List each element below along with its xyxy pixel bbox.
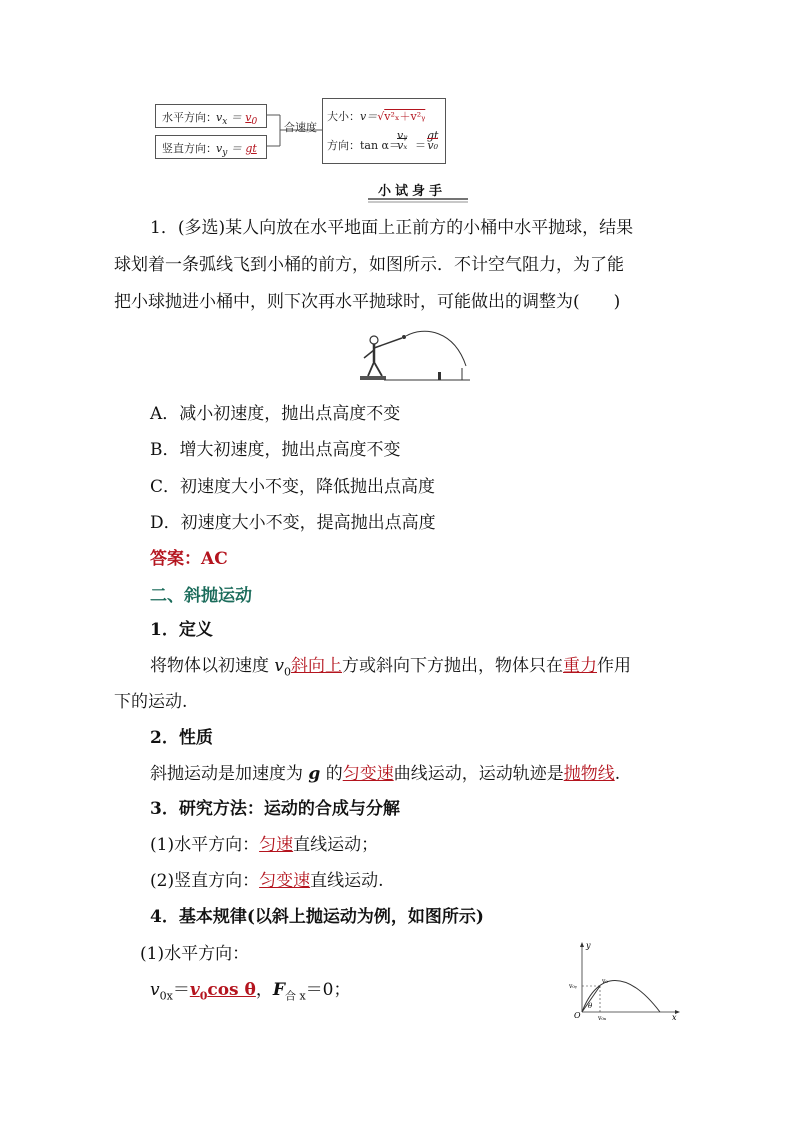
question-line-1: 1．(多选)某人向放在水平地面上正前方的小桶中水平抛球，结果 bbox=[150, 218, 634, 238]
horizontal-label: 水平方向： bbox=[162, 111, 217, 124]
heading-property: 2．性质 bbox=[150, 728, 213, 748]
method-horizontal: (1)水平方向：匀速直线运动； bbox=[150, 835, 379, 855]
heading-laws: 4．基本规律(以斜上抛运动为例，如图所示) bbox=[150, 907, 484, 927]
trajectory-curve bbox=[582, 981, 660, 1013]
heading-definition: 1．定义 bbox=[150, 620, 213, 640]
badge-underline bbox=[368, 198, 468, 204]
direction-frac: vᵧ vₓ bbox=[397, 129, 408, 152]
graph-y-label: y bbox=[586, 941, 591, 950]
graph-theta-label: θ bbox=[588, 1002, 593, 1010]
horizontal-box bbox=[155, 104, 267, 128]
law-horizontal-label: (1)水平方向： bbox=[140, 944, 250, 964]
graph-v0y-label: v₀ᵧ bbox=[569, 983, 578, 990]
direction-val: gt v₀ bbox=[427, 129, 439, 152]
vertical-box bbox=[155, 135, 267, 159]
option-a: A．减小初速度，抛出点高度不变 bbox=[150, 404, 401, 424]
heading-method: 3．研究方法：运动的合成与分解 bbox=[150, 799, 400, 819]
answer: 答案：AC bbox=[150, 549, 228, 569]
graph-v0x-label: v₀ₓ bbox=[598, 1015, 607, 1020]
vertical-label: 竖直方向： bbox=[162, 142, 217, 155]
direction-line: 方向：tan α＝ bbox=[327, 139, 400, 152]
property-line: 斜抛运动是加速度为 g 的匀变速曲线运动，运动轨迹是抛物线. bbox=[150, 764, 621, 784]
horizontal-expr: $v_x = v_0$ bbox=[216, 111, 258, 128]
direction-eq: ＝ bbox=[415, 139, 426, 152]
question-line-3: 把小球抛进小桶中，则下次再水平抛球时，可能做出的调整为( ) bbox=[114, 292, 621, 312]
graph-x-label: x bbox=[672, 1013, 677, 1020]
option-d: D．初速度大小不变，提高抛出点高度 bbox=[150, 513, 436, 533]
method-vertical: (2)竖直方向：匀变速直线运动. bbox=[150, 871, 384, 891]
oblique-projectile-graph bbox=[568, 940, 684, 1020]
resultant-box bbox=[322, 98, 446, 164]
graph-v0-label: v₀ bbox=[602, 978, 608, 985]
question-line-2: 球划着一条弧线飞到小桶的前方，如图所示．不计空气阻力，为了能 bbox=[114, 255, 624, 275]
vertical-expr: $v_y$ ＝ gt bbox=[216, 142, 257, 159]
graph-origin-label: O bbox=[574, 1011, 581, 1020]
definition-line-2: 下的运动. bbox=[114, 692, 188, 712]
option-b: B．增大初速度，抛出点高度不变 bbox=[150, 440, 401, 460]
definition-line-1: 将物体以初速度 $v_0$斜向上方或斜向下方抛出，物体只在重力作用 bbox=[150, 656, 632, 679]
option-c: C．初速度大小不变，降低抛出点高度 bbox=[150, 477, 436, 497]
section-badge: 小试身手 bbox=[378, 184, 447, 199]
law-horizontal-formula: $v_{0x}=v_0\cos$ θ，$F_{合 x}=0$； bbox=[150, 980, 351, 1003]
section-2-title: 二、斜抛运动 bbox=[150, 586, 252, 606]
combine-label: 合速度 bbox=[284, 121, 317, 134]
throwing-figure-illustration bbox=[354, 328, 474, 384]
size-line: 大小：v＝√v²ₓ＋v²ᵧ bbox=[327, 110, 426, 123]
